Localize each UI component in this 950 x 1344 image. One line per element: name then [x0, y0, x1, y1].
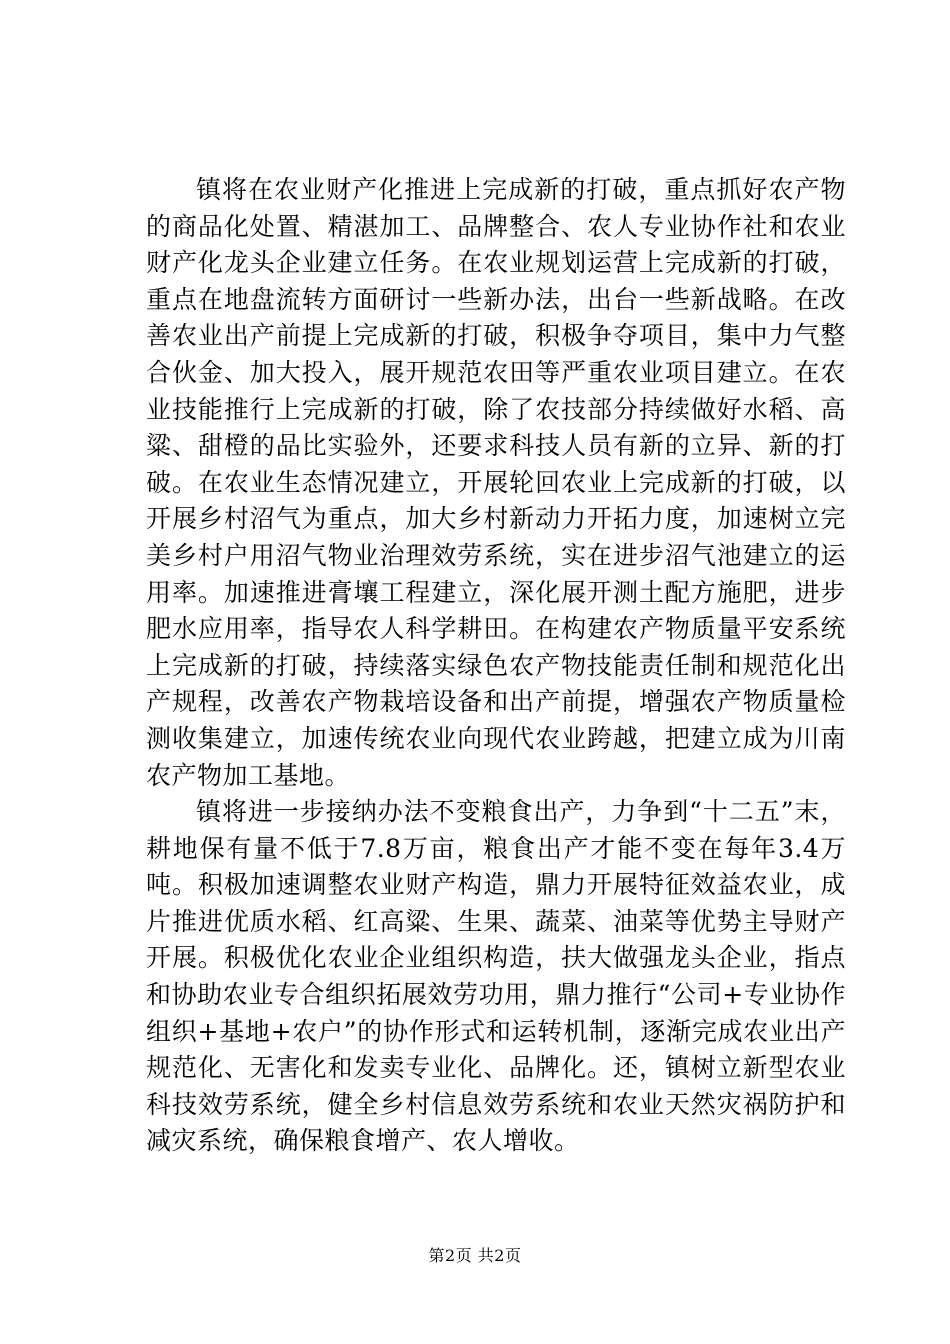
- page-number-footer: 第2页 共2页: [428, 1246, 522, 1265]
- paragraph-agriculture-industrialization: 镇将在农业财产化推进上完成新的打破，重点抓好农产物的商品化处置、精湛加工、品牌整合、农人专业协作社和农业财产化龙头企业建立任务。在农业规划运营上完成新的打破，重点在地盘流转方面研讨一些新办法，出台一些新战略。在改善农业出产前提上完成新的打破，积极争夺项目，集中力气整合伙金、加大投入，展开规范农田等严重农业项目建立。在农业技能推行上完成新的打破，除了农技部分持续做好水稻、高粱、甜橙的品比实验外，还要求科技人员有新的立异、新的打破。在农业生态情况建立，开展轮回农业上完成新的打破，以开展乡村沼气为重点，加大乡村新动力开拓力度，加速树立完美乡村户用沼气物业治理效劳系统，实在进步沼气池建立的运用率。加速推进膏壤工程建立，深化展开测土配方施肥，进步肥水应用率，指导农人科学耕田。在构建农产物质量平安系统上完成新的打破，持续落实绿色农产物技能责任制和规范化出产规程，改善农产物栽培设备和出产前提，增强农产物质量检测收集建立，加速传统农业向现代农业跨越，把建立成为川南农产物加工基地。: [146, 175, 846, 790]
- paragraph-grain-production: 镇将进一步接纳办法不变粮食出产，力争到“十二五”末，耕地保有量不低于7.8万亩，粮食出产才能不变在每年3.4万吨。积极加速调整农业财产构造，鼎力开展特征效益农业，成片推进优质水稻、红高粱、生果、蔬菜、油菜等优势主导财产开展。积极优化农业企业组织构造，扶大做强龙头企业，指点和协助农业专合组织拓展效劳功用，鼎力推行“公司+专业协作组织+基地+农户”的协作形式和运转机制，逐渐完成农业出产规范化、无害化和发卖专业化、品牌化。还，镇树立新型农业科技效劳系统，健全乡村信息效劳系统和农业天然灾祸防护和减灾系统，确保粮食增产、农人增收。: [146, 797, 846, 1156]
- document-body: [146, 172, 846, 1160]
